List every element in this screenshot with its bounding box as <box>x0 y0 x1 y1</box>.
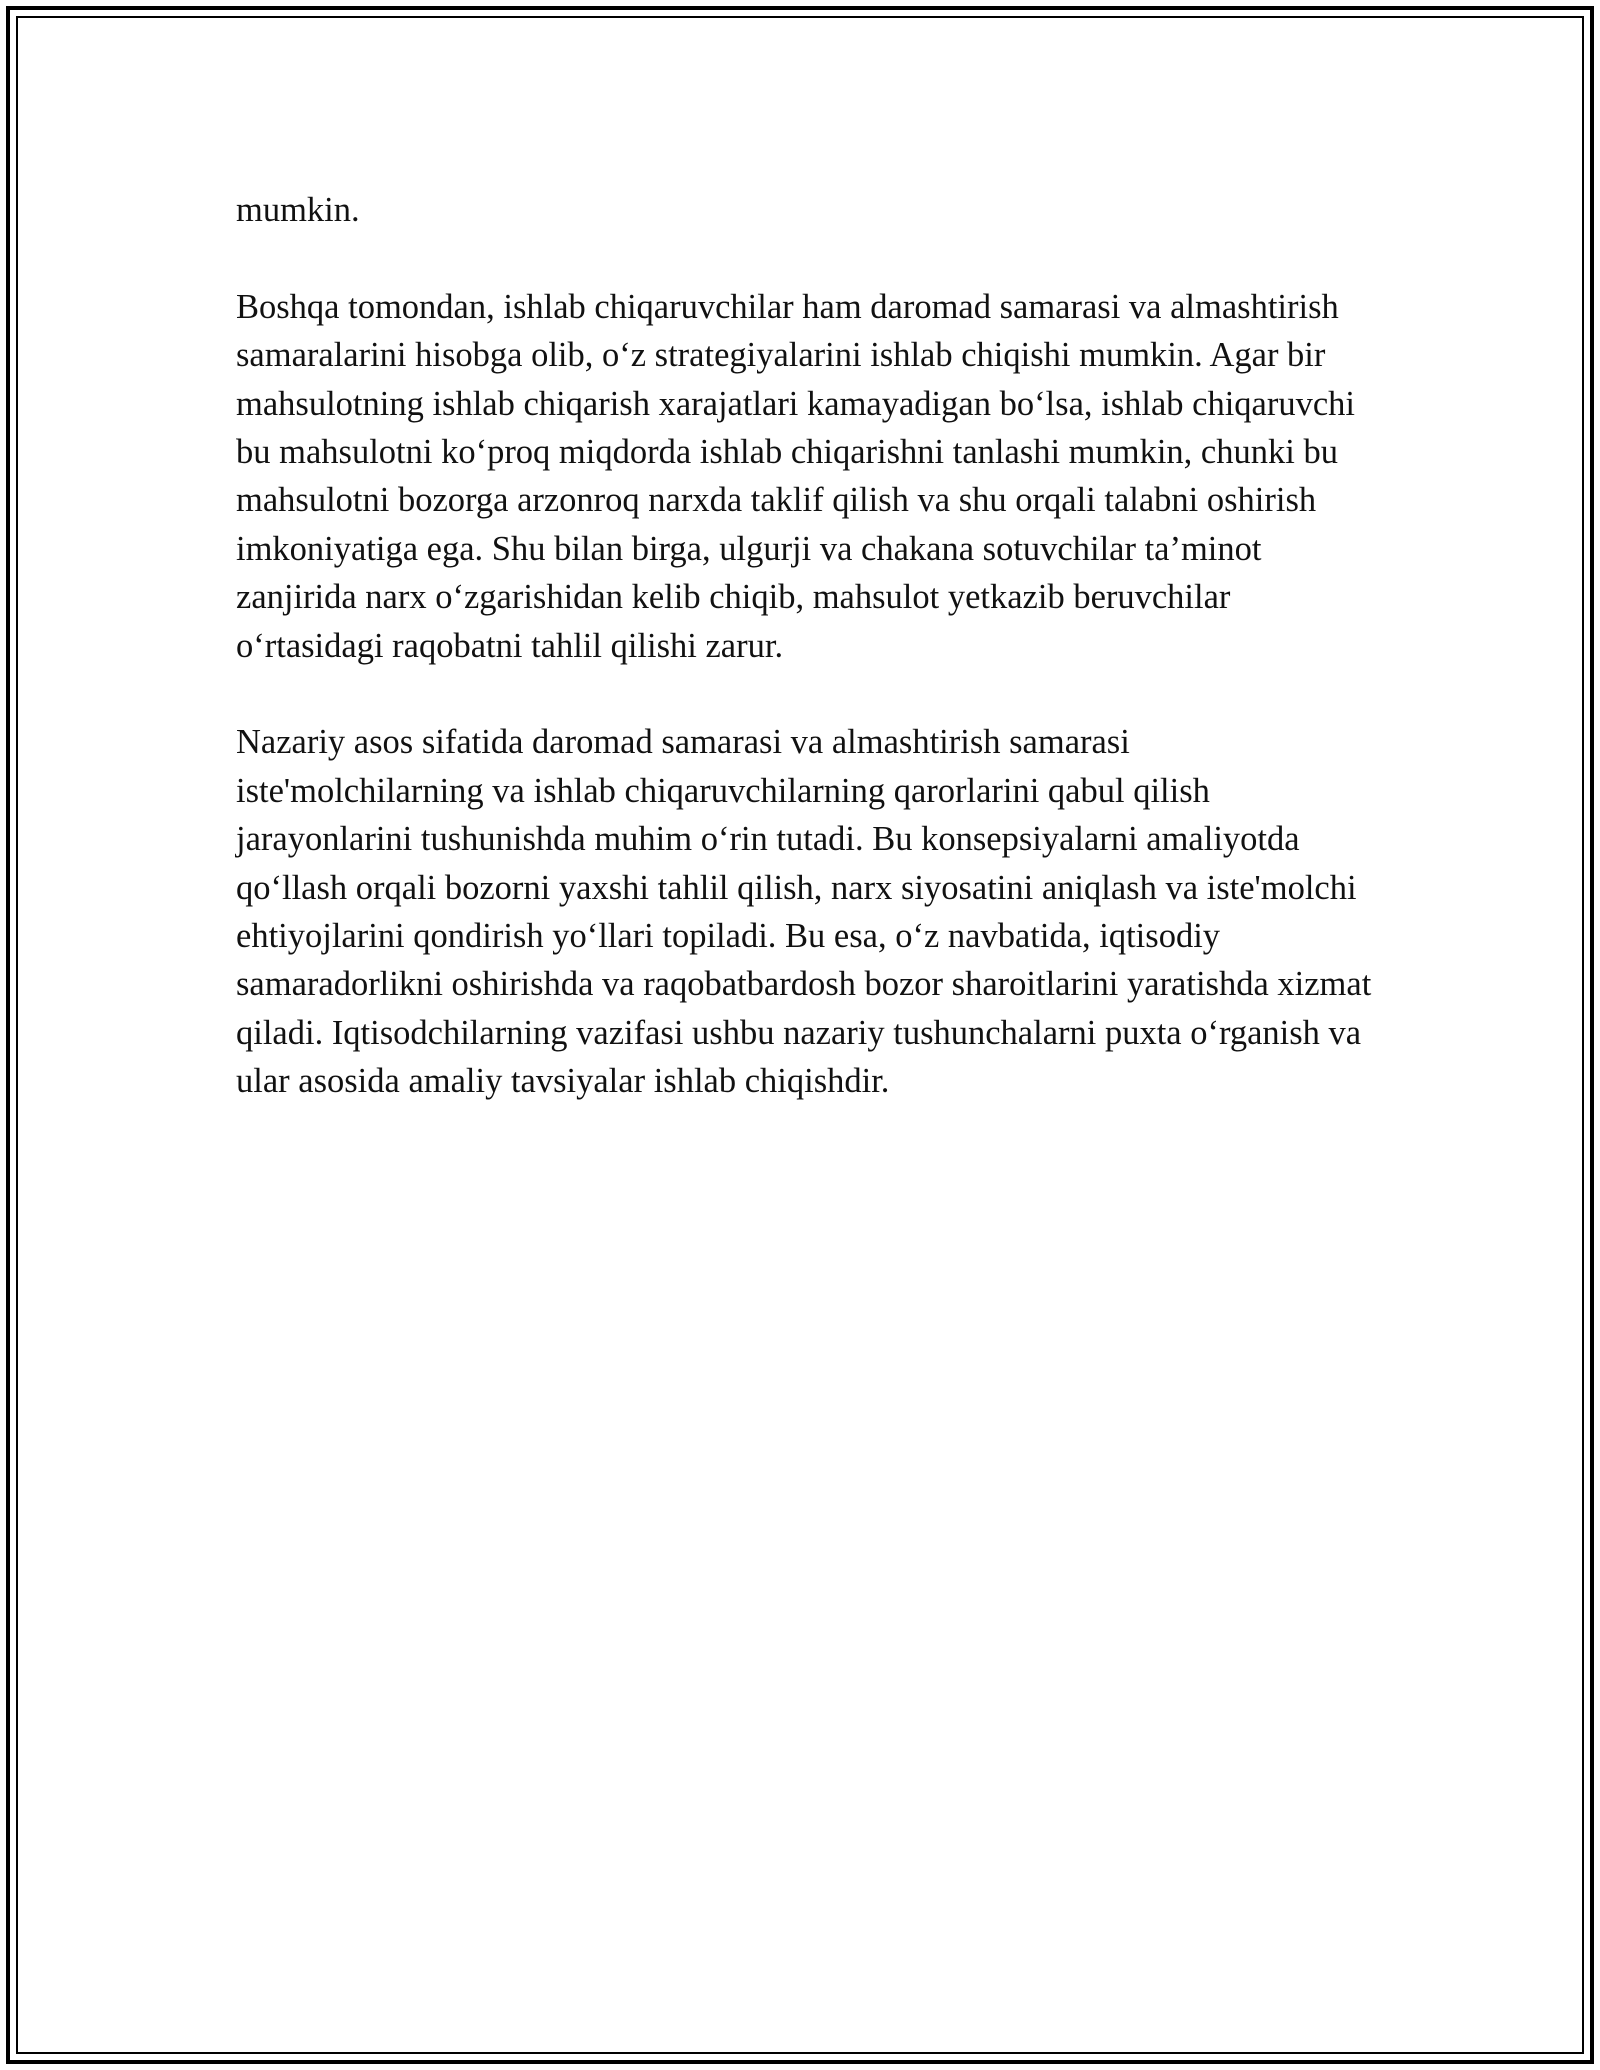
paragraph-continuation: mumkin. <box>236 191 360 229</box>
paragraph-theory: Nazariy asos sifatida daromad samarasi va almashtirish samarasi iste'molchilarning va ishlab chiqaruvchilarning qarorlarini qabul qilish jarayonlarini tushunishda muhim o‘rin tutadi. Bu konsepsiyalarni amaliyotda qo‘llash orqali bozorni yaxshi tahlil qilish, narx siyosatini aniqlash va iste'molchi ehtiyojlarini qondirish yo‘llari topiladi. Bu esa, o‘z navbatida, iqtisodiy samaradorlikni oshirishda va raqobatbardosh bozor sharoitlarini yaratishda xizmat qiladi. Iqtisodchilarning vazifasi ushbu nazariy tushunchalarni puxta o‘rganish va ular asosida amaliy tavsiyalar ishlab chiqishdir. <box>236 723 1372 1101</box>
document-body <box>236 186 1386 1154</box>
paragraph-producers: Boshqa tomondan, ishlab chiqaruvchilar ham daromad samarasi va almashtirish samaralarini hisobga olib, o‘z strategiyalarini ishlab chiqishi mumkin. Agar bir mahsulotning ishlab chiqarish xarajatlari kamayadigan bo‘lsa, ishlab chiqaruvchi bu mahsulotni ko‘proq miqdorda ishlab chiqarishni tanlashi mumkin, chunki bu mahsulotni bozorga arzonroq narxda taklif qilish va shu orqali talabni oshirish imkoniyatiga ega. Shu bilan birga, ulgurji va chakana sotuvchilar ta’minot zanjirida narx o‘zgarishidan kelib chiqib, mahsulot yetkazib beruvchilar o‘rtasidagi raqobatni tahlil qilishi zarur. <box>236 287 1356 665</box>
